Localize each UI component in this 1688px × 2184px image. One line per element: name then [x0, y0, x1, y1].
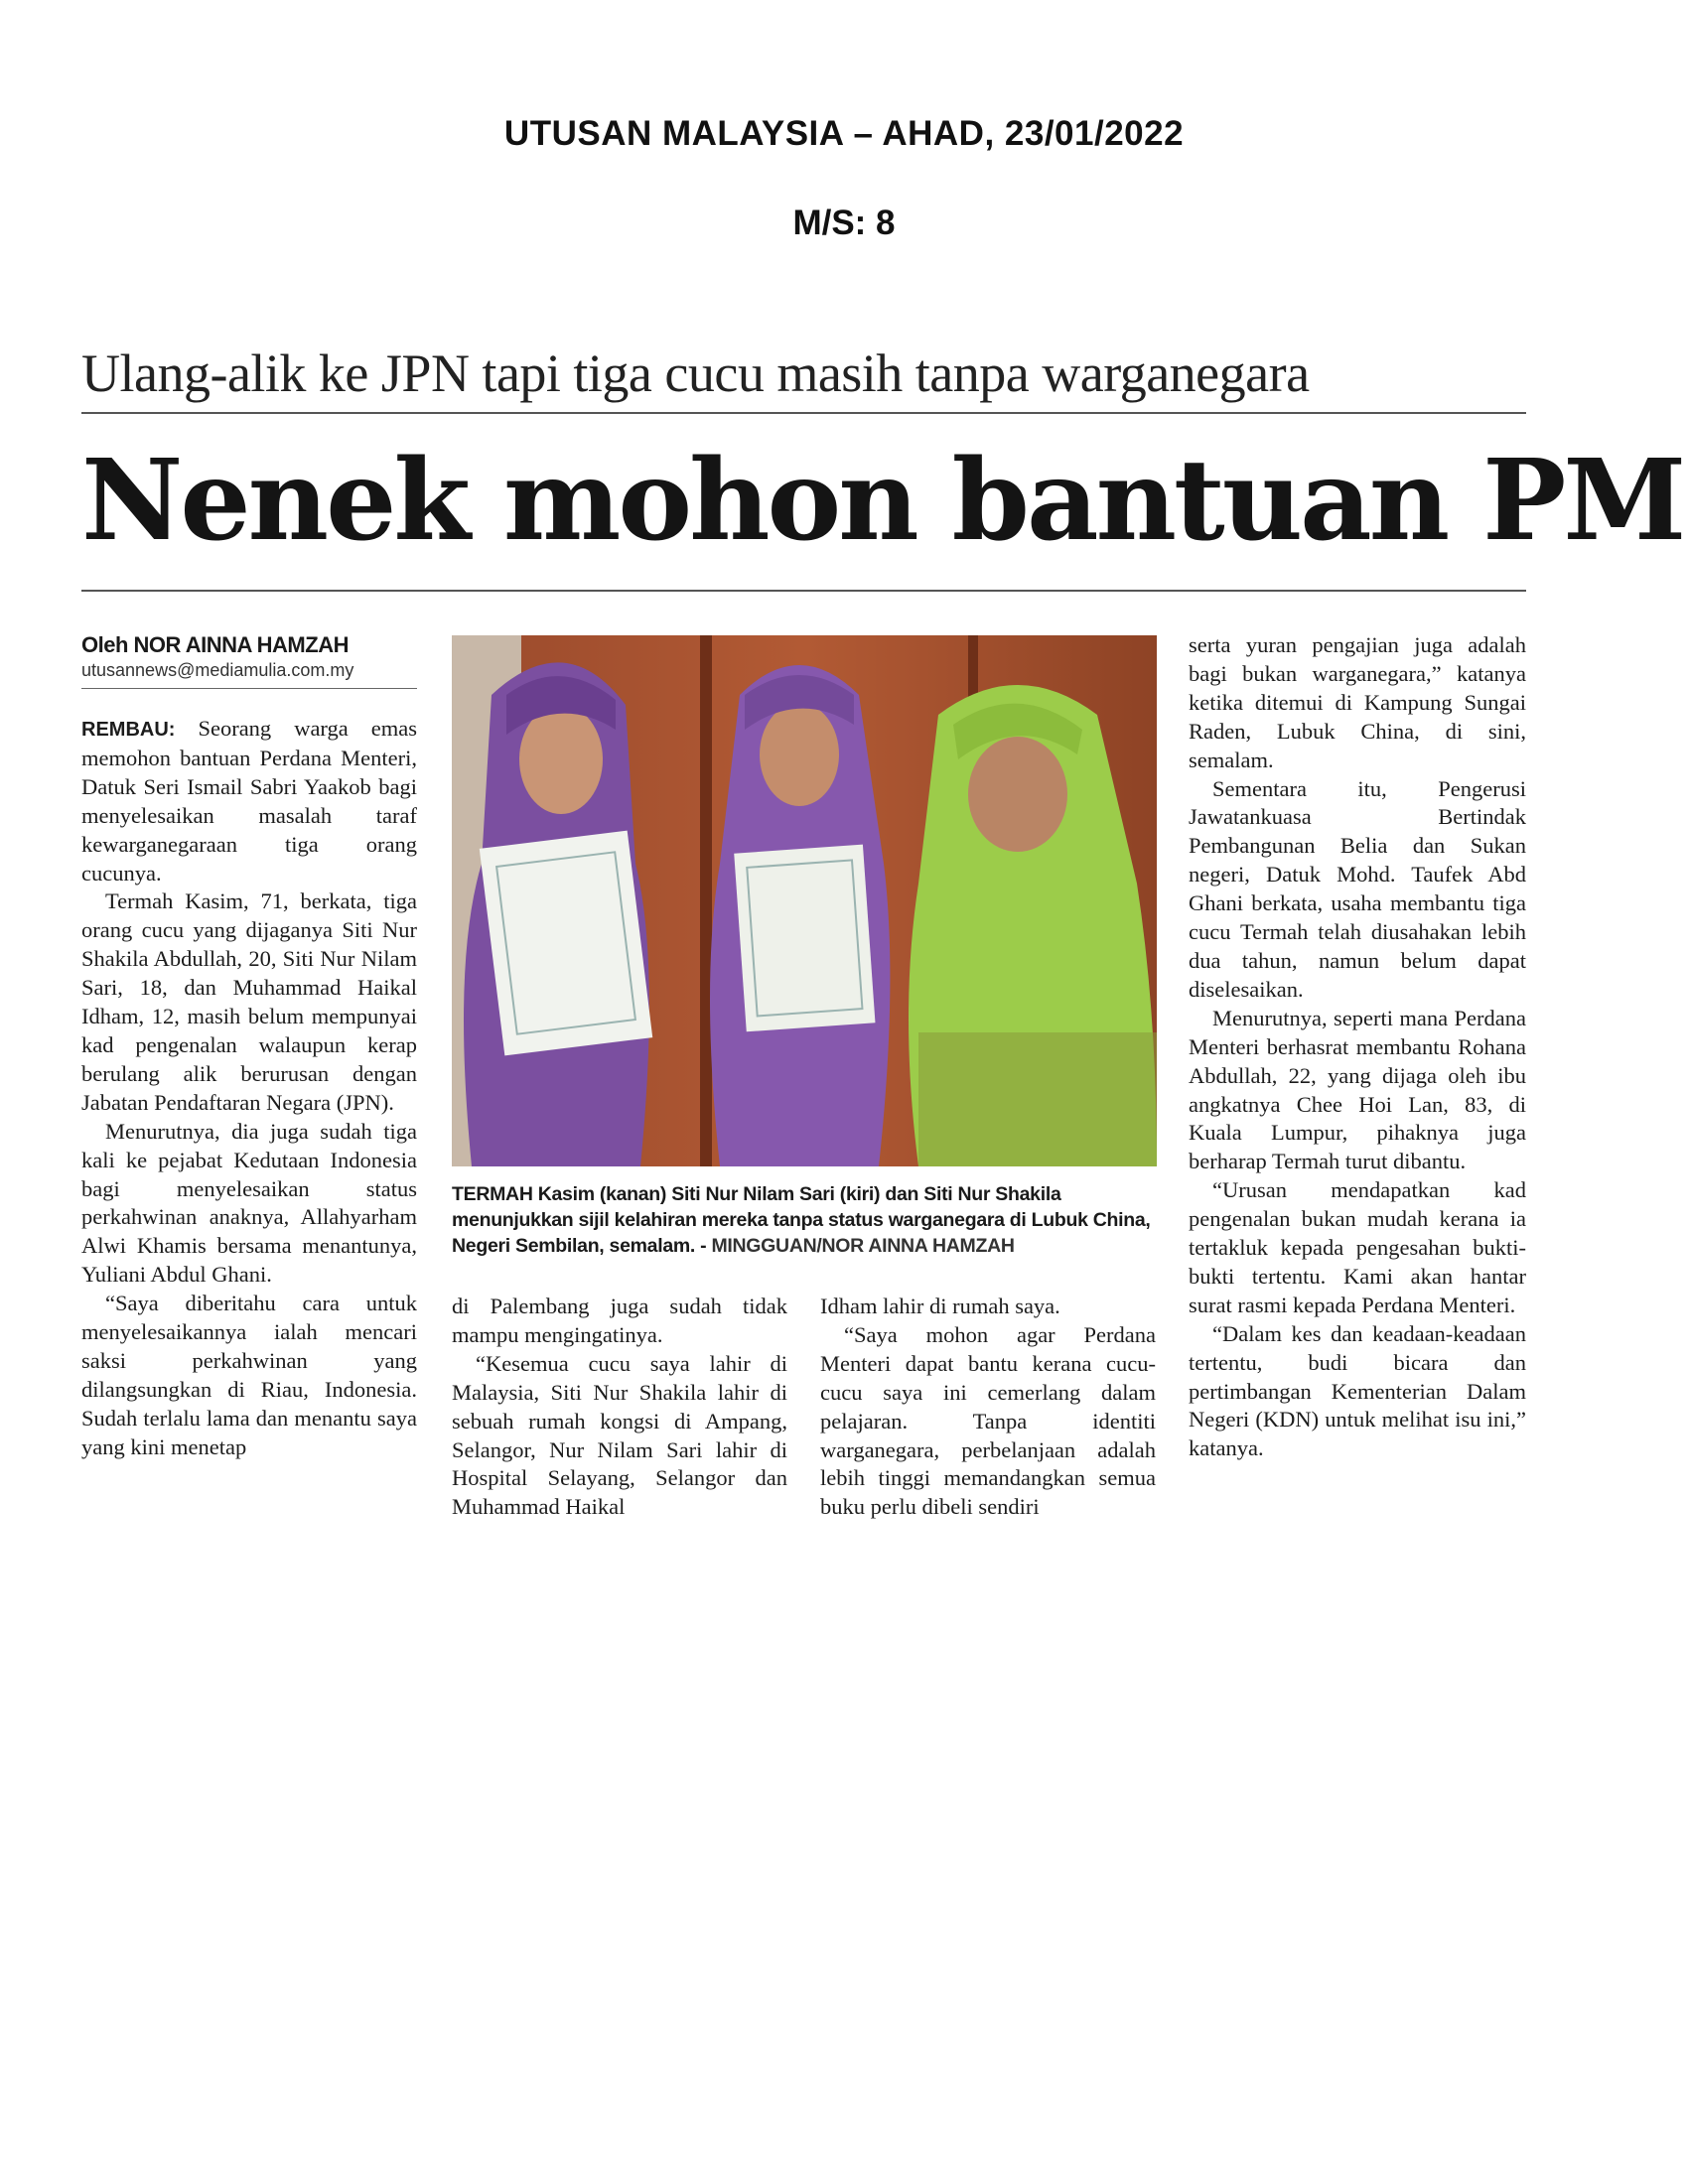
photo-credit: MINGGUAN/NOR AINNA HAMZAH — [711, 1235, 1015, 1257]
photo-caption: TERMAH Kasim (kanan) Siti Nur Nilam Sari (kiri) dan Siti Nur Shakila menunjukkan sijil kelahiran mereka tanpa status warganegara di Lubuk China, Negeri Sembilan, semalam. - MINGGUAN/NOR AINNA HAMZAH — [452, 1183, 1151, 1257]
paragraph: “Urusan mendapatkan kad pengenalan bukan mudah kerana ia tertakluk kepada pengesahan bukti-bukti tertentu. Kami akan hantar surat rasmi kepada Perdana Menteri. — [1189, 1177, 1526, 1317]
publication-header: UTUSAN MALAYSIA – AHAD, 23/01/2022 — [503, 114, 1185, 153]
paragraph: “Kesemua cucu saya lahir di Malaysia, Siti Nur Shakila lahir di sebuah rumah kongsi di Ampang, Selangor, Nur Nilam Sari lahir di Hospital Selayang, Selangor dan Muhammad Haikal — [452, 1350, 787, 1520]
paragraph: Termah Kasim, 71, berkata, tiga orang cucu yang dijaganya Siti Nur Shakila Abdullah, 20, Siti Nur Nilam Sari, 18, dan Muhammad Haikal Idham, 12, masih belum mempunyai kad pengenalan walaupun kerap berulang alik berurusan dengan Jabatan Pendaftaran Negara (JPN). — [81, 888, 417, 1115]
text-column-1 — [81, 715, 417, 1462]
paragraph: “Dalam kes dan keadaan-keadaan tertentu, budi bicara dan pertimbangan Kementerian Dalam Negeri (KDN) untuk melihat isu ini,” katanya. — [1189, 1320, 1526, 1461]
paragraph: “Saya diberitahu cara untuk menyelesaikannya ialah mencari saksi perkahwinan yang dilangsungkan di Riau, Indonesia. Sudah terlalu lama dan menantu saya yang kini menetap — [81, 1291, 417, 1459]
text-column-3 — [820, 1293, 1156, 1522]
divider — [81, 412, 1526, 414]
page-number: M/S: 8 — [792, 204, 896, 242]
byline-author: Oleh NOR AINNA HAMZAH — [81, 632, 349, 657]
paragraph: Menurutnya, seperti mana Perdana Menteri berhasrat membantu Rohana Abdullah, 22, yang dijaga oleh ibu angkatnya Chee Hoi Lan, 83, di Kuala Lumpur, pihaknya juga berharap Termah turut dibantu. — [1189, 1005, 1526, 1174]
paragraph: serta yuran pengajian juga adalah bagi bukan warganegara,” katanya ketika ditemui di Kampung Sungai Raden, Lubuk China, di sini, semalam. — [1189, 632, 1526, 772]
article-headline: Nenek mohon bantuan PM — [81, 436, 1684, 566]
divider — [81, 688, 417, 689]
byline — [81, 632, 419, 681]
article-photo — [452, 635, 1157, 1166]
article-kicker: Ulang-alik ke JPN tapi tiga cucu masih tanpa warganegara — [81, 343, 1310, 403]
paragraph: di Palembang juga sudah tidak mampu mengingatinya. — [452, 1294, 787, 1347]
divider — [81, 590, 1526, 592]
paragraph: Idham lahir di rumah saya. — [820, 1294, 1060, 1318]
text-column-2 — [452, 1293, 787, 1522]
paragraph: Sementara itu, Pengerusi Jawatankuasa Bertindak Pembangunan Belia dan Sukan negeri, Datuk Mohd. Taufek Abd Ghani berkata, usaha membantu tiga cucu Termah telah diusahakan lebih dua tahun, namun belum dapat diselesaikan. — [1189, 775, 1526, 1002]
byline-email: utusannews@mediamulia.com.my — [81, 660, 354, 680]
dateline: REMBAU: — [81, 719, 176, 741]
paragraph: “Saya mohon agar Perdana Menteri dapat bantu kerana cucu-cucu saya ini cemerlang dalam pelajaran. Tanpa identiti warganegara, perbelanjaan adalah lebih tinggi memandangkan semua buku perlu dibeli sendiri — [820, 1321, 1156, 1520]
paragraph: Menurutnya, dia juga sudah tiga kali ke pejabat Kedutaan Indonesia bagi menyelesaikan status perkahwinan anaknya, Allahyarham Alwi Khamis bersama menantunya, Yuliani Abdul Ghani. — [81, 1118, 417, 1288]
text-column-4 — [1189, 631, 1526, 1463]
paragraph: REMBAU: Seorang warga emas memohon bantuan Perdana Menteri, Datuk Seri Ismail Sabri Yaakob bagi menyelesaikan masalah taraf kewarganegaraan tiga orang cucunya. — [81, 716, 417, 886]
